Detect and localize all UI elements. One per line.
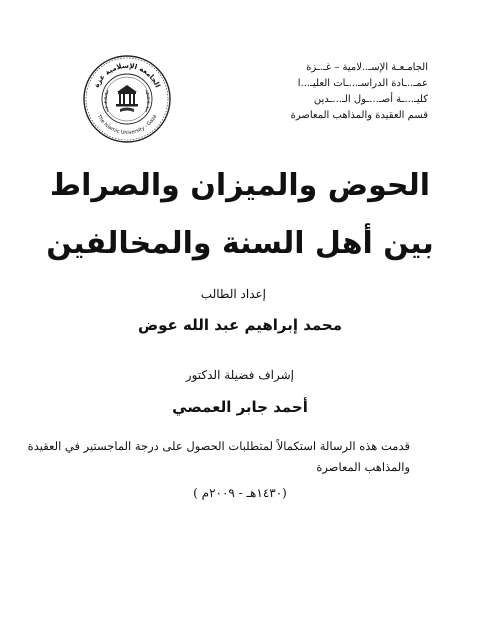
student-label: إعداد الطالب (200, 287, 266, 301)
thesis-date: (١٤٣٠هـ - ٢٠٠٩م ) (193, 486, 287, 500)
header-line-department: قسم العقيدة والمذاهب المعاصرة (290, 110, 428, 121)
supervisor-name: أحمد جابر العمصي (172, 398, 308, 416)
description-line-2: والمذاهب المعاصرة (316, 460, 410, 474)
header-line-university: الجامـعـة الإسـ..لامية – غـ.ـزة (306, 62, 428, 73)
header-line-faculty: كليـ...ـة أصـ...ـول الـ...ـدين (313, 94, 428, 105)
description-line-1: قدمت هذه الرسالة استكمالاً لمتطلبات الحصول على درجة الماجستير في العقيدة (27, 439, 410, 453)
university-header (238, 60, 428, 124)
thesis-title-line-2: بين أهل السنة والمخالفين (46, 226, 434, 261)
supervisor-label: إشراف فضيلة الدكتور (185, 368, 294, 382)
student-name: محمد إبراهيم عبد الله عوض (137, 316, 343, 334)
thesis-title-line-1: الحوض والميزان والصراط (49, 168, 431, 203)
thesis-description (27, 436, 410, 478)
university-seal-icon (82, 54, 172, 144)
seal-english-text: The Islamic University - Gaza (95, 113, 159, 137)
seal-arabic-text: الجامعة الإسلامية غزة (92, 61, 162, 89)
header-line-graduate-studies: عمـ..ـادة الدراسـ...ـات العليـ...ا (297, 78, 428, 89)
